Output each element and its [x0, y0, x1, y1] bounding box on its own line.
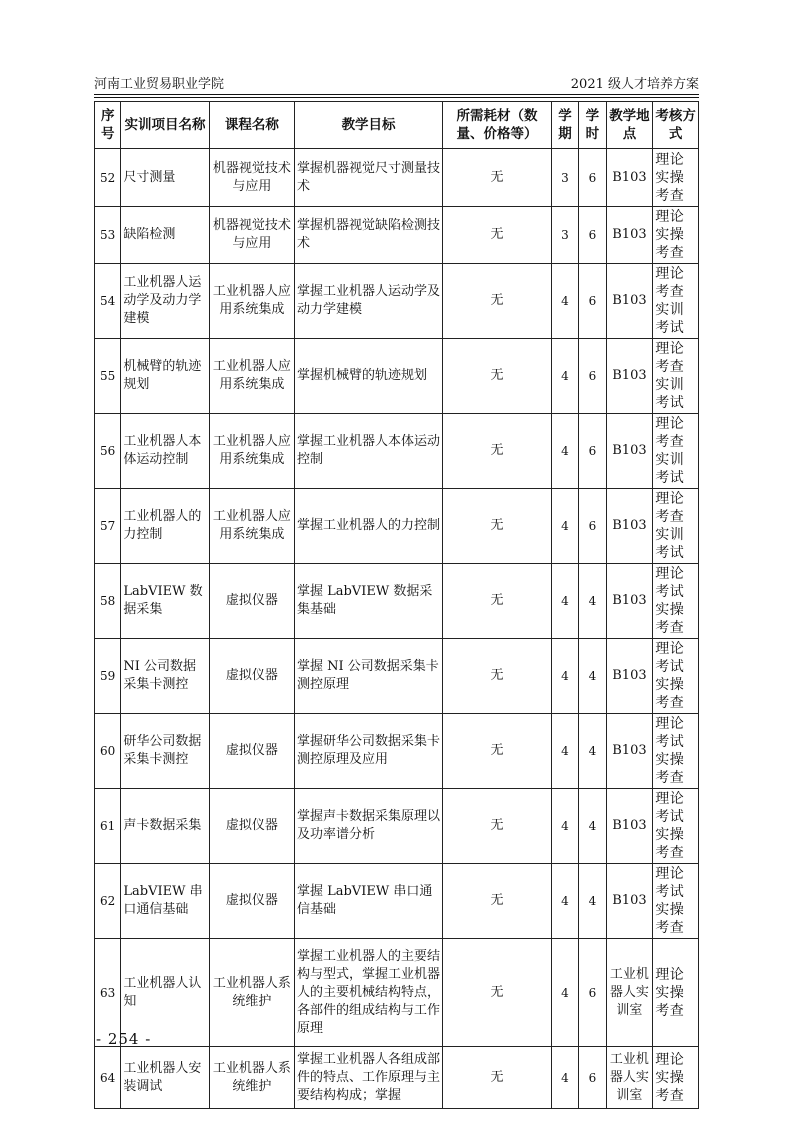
cell-term: 4 — [551, 939, 578, 1047]
cell-materials: 无 — [443, 789, 552, 864]
cell-goal: 掌握工业机器人运动学及动力学建模 — [294, 264, 442, 339]
cell-place: 工业机器人实训室 — [606, 1047, 653, 1109]
header-rule — [94, 94, 699, 95]
table-row — [95, 714, 699, 789]
cell-term: 3 — [551, 149, 578, 207]
cell-term: 4 — [551, 639, 578, 714]
cell-exam: 理论实操考查 — [653, 207, 699, 264]
table-row — [95, 149, 699, 207]
cell-materials: 无 — [443, 339, 552, 414]
cell-no: 57 — [95, 489, 121, 564]
col-header-term: 学期 — [551, 102, 578, 149]
cell-goal: 掌握机械臂的轨迹规划 — [294, 339, 442, 414]
cell-course: 工业机器人应用系统集成 — [209, 414, 294, 489]
cell-no: 62 — [95, 864, 121, 939]
cell-materials: 无 — [443, 864, 552, 939]
cell-project: NI 公司数据采集卡测控 — [121, 639, 209, 714]
cell-hours: 6 — [579, 339, 606, 414]
table-row — [95, 864, 699, 939]
cell-materials: 无 — [443, 207, 552, 264]
cell-project: 工业机器人运动学及动力学建模 — [121, 264, 209, 339]
table-row — [95, 789, 699, 864]
cell-no: 55 — [95, 339, 121, 414]
cell-materials: 无 — [443, 639, 552, 714]
cell-course: 机器视觉技术与应用 — [209, 149, 294, 207]
cell-course: 工业机器人应用系统集成 — [209, 264, 294, 339]
table-row — [95, 207, 699, 264]
cell-exam: 理论考查实训考试 — [653, 414, 699, 489]
cell-hours: 6 — [579, 489, 606, 564]
col-header-goal: 教学目标 — [294, 102, 442, 149]
cell-exam: 理论考试实操考查 — [653, 714, 699, 789]
cell-project: 尺寸测量 — [121, 149, 209, 207]
cell-term: 4 — [551, 1047, 578, 1109]
cell-place: B103 — [606, 714, 653, 789]
col-header-project: 实训项目名称 — [121, 102, 209, 149]
cell-project: 缺陷检测 — [121, 207, 209, 264]
table-row — [95, 489, 699, 564]
table-row — [95, 1047, 699, 1109]
cell-term: 4 — [551, 489, 578, 564]
col-header-materials: 所需耗材（数量、价格等） — [443, 102, 552, 149]
cell-exam: 理论考试实操考查 — [653, 639, 699, 714]
cell-exam: 理论考试实操考查 — [653, 564, 699, 639]
cell-course: 工业机器人应用系统集成 — [209, 339, 294, 414]
cell-place: B103 — [606, 564, 653, 639]
cell-place: B103 — [606, 207, 653, 264]
col-header-exam: 考核方式 — [653, 102, 699, 149]
cell-project: 工业机器人的力控制 — [121, 489, 209, 564]
cell-no: 59 — [95, 639, 121, 714]
cell-no: 63 — [95, 939, 121, 1047]
cell-goal: 掌握工业机器人本体运动控制 — [294, 414, 442, 489]
cell-term: 4 — [551, 564, 578, 639]
cell-place: B103 — [606, 149, 653, 207]
cell-place: B103 — [606, 789, 653, 864]
cell-no: 53 — [95, 207, 121, 264]
cell-project: 工业机器人本体运动控制 — [121, 414, 209, 489]
cell-no: 54 — [95, 264, 121, 339]
cell-hours: 4 — [579, 714, 606, 789]
cell-no: 61 — [95, 789, 121, 864]
cell-materials: 无 — [443, 414, 552, 489]
training-table — [94, 101, 699, 1109]
cell-hours: 4 — [579, 864, 606, 939]
table-row — [95, 414, 699, 489]
cell-no: 52 — [95, 149, 121, 207]
cell-place: B103 — [606, 639, 653, 714]
cell-materials: 无 — [443, 564, 552, 639]
cell-place: B103 — [606, 489, 653, 564]
cell-materials: 无 — [443, 264, 552, 339]
cell-materials: 无 — [443, 714, 552, 789]
cell-course: 工业机器人应用系统集成 — [209, 489, 294, 564]
cell-project: 工业机器人认知 — [121, 939, 209, 1047]
page-header — [94, 75, 699, 95]
cell-materials: 无 — [443, 1047, 552, 1109]
cell-place: B103 — [606, 264, 653, 339]
cell-course: 工业机器人系统维护 — [209, 1047, 294, 1109]
cell-hours: 6 — [579, 414, 606, 489]
cell-place: B103 — [606, 339, 653, 414]
col-header-place: 教学地点 — [606, 102, 653, 149]
cell-project: LabVIEW 串口通信基础 — [121, 864, 209, 939]
cell-hours: 4 — [579, 639, 606, 714]
cell-course: 虚拟仪器 — [209, 639, 294, 714]
page-number: - 254 - — [96, 1030, 152, 1048]
cell-materials: 无 — [443, 149, 552, 207]
col-header-hours: 学时 — [579, 102, 606, 149]
cell-exam: 理论考查实训考试 — [653, 339, 699, 414]
cell-goal: 掌握研华公司数据采集卡测控原理及应用 — [294, 714, 442, 789]
cell-course: 虚拟仪器 — [209, 864, 294, 939]
cell-goal: 掌握工业机器人的主要结构与型式，掌握工业机器人的主要机械结构特点，各部件的组成结构与工作原理 — [294, 939, 442, 1047]
cell-term: 4 — [551, 714, 578, 789]
cell-no: 56 — [95, 414, 121, 489]
cell-goal: 掌握声卡数据采集原理以及功率谱分析 — [294, 789, 442, 864]
cell-hours: 6 — [579, 149, 606, 207]
cell-hours: 6 — [579, 939, 606, 1047]
school-name: 河南工业贸易职业学院 — [94, 77, 225, 92]
cell-project: 声卡数据采集 — [121, 789, 209, 864]
table-row — [95, 264, 699, 339]
cell-goal: 掌握 LabVIEW 数据采集基础 — [294, 564, 442, 639]
cell-place: B103 — [606, 864, 653, 939]
cell-materials: 无 — [443, 489, 552, 564]
cell-course: 工业机器人系统维护 — [209, 939, 294, 1047]
table-row — [95, 564, 699, 639]
cell-project: 机械臂的轨迹规划 — [121, 339, 209, 414]
cell-course: 虚拟仪器 — [209, 789, 294, 864]
cell-exam: 理论考试实操考查 — [653, 789, 699, 864]
cell-hours: 4 — [579, 789, 606, 864]
cell-course: 虚拟仪器 — [209, 714, 294, 789]
cell-project: 研华公司数据采集卡测控 — [121, 714, 209, 789]
cell-no: 60 — [95, 714, 121, 789]
table-header-row — [95, 102, 699, 149]
cell-goal: 掌握机器视觉缺陷检测技术 — [294, 207, 442, 264]
document-title: 2021 级人才培养方案 — [570, 77, 699, 92]
cell-goal: 掌握工业机器人的力控制 — [294, 489, 442, 564]
cell-term: 4 — [551, 264, 578, 339]
cell-project: 工业机器人安装调试 — [121, 1047, 209, 1109]
cell-goal: 掌握 LabVIEW 串口通信基础 — [294, 864, 442, 939]
cell-hours: 6 — [579, 207, 606, 264]
cell-hours: 6 — [579, 264, 606, 339]
cell-term: 3 — [551, 207, 578, 264]
cell-exam: 理论实操考查 — [653, 1047, 699, 1109]
header-rule-thin — [94, 97, 699, 98]
cell-place: 工业机器人实训室 — [606, 939, 653, 1047]
cell-exam: 理论考查实训考试 — [653, 489, 699, 564]
cell-exam: 理论实操考查 — [653, 149, 699, 207]
cell-hours: 4 — [579, 564, 606, 639]
cell-exam: 理论考试实操考查 — [653, 864, 699, 939]
table-row — [95, 939, 699, 1047]
cell-goal: 掌握机器视觉尺寸测量技术 — [294, 149, 442, 207]
cell-exam: 理论实操考查 — [653, 939, 699, 1047]
table-row — [95, 339, 699, 414]
col-header-course: 课程名称 — [209, 102, 294, 149]
cell-no: 58 — [95, 564, 121, 639]
cell-no: 64 — [95, 1047, 121, 1109]
table-row — [95, 639, 699, 714]
cell-course: 虚拟仪器 — [209, 564, 294, 639]
cell-goal: 掌握 NI 公司数据采集卡测控原理 — [294, 639, 442, 714]
cell-materials: 无 — [443, 939, 552, 1047]
cell-term: 4 — [551, 864, 578, 939]
cell-goal: 掌握工业机器人各组成部件的特点、工作原理与主要结构构成；掌握 — [294, 1047, 442, 1109]
cell-place: B103 — [606, 414, 653, 489]
cell-project: LabVIEW 数据采集 — [121, 564, 209, 639]
col-header-no: 序号 — [95, 102, 121, 149]
cell-term: 4 — [551, 339, 578, 414]
cell-course: 机器视觉技术与应用 — [209, 207, 294, 264]
cell-exam: 理论考查实训考试 — [653, 264, 699, 339]
cell-term: 4 — [551, 414, 578, 489]
cell-term: 4 — [551, 789, 578, 864]
cell-hours: 6 — [579, 1047, 606, 1109]
